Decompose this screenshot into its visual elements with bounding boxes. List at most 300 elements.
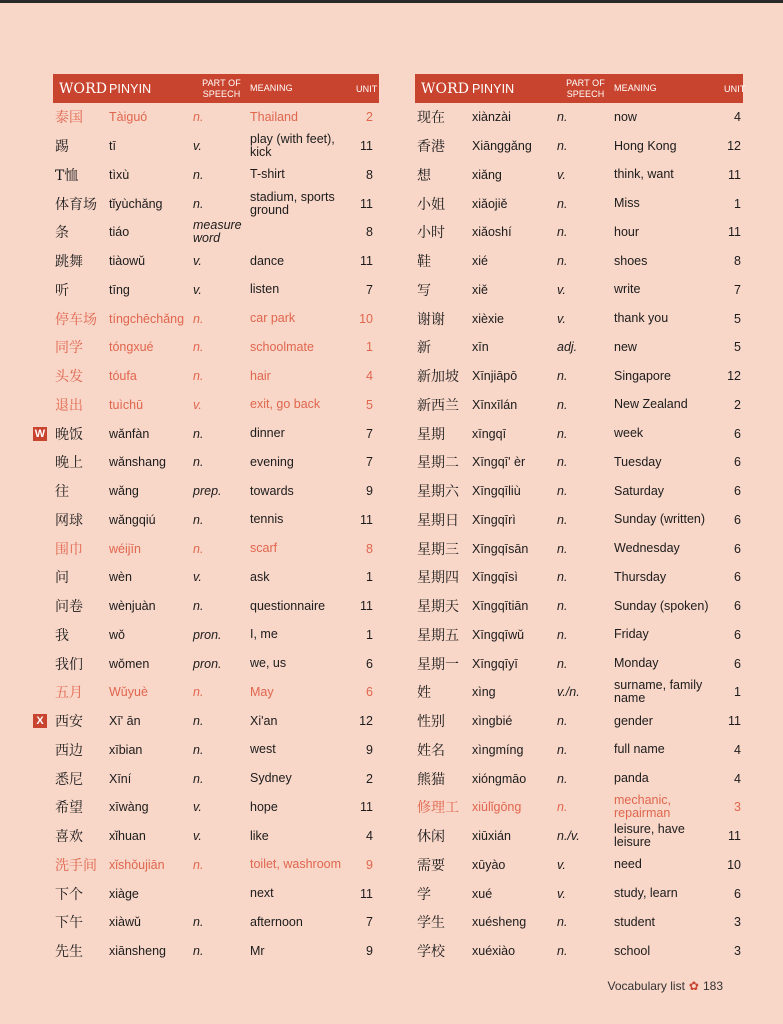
cell-meaning: full name	[614, 742, 665, 757]
cell-pinyin: tíngchēchǎng	[109, 311, 185, 326]
table-row	[53, 161, 379, 190]
cell-meaning: listen	[250, 282, 280, 297]
cell-meaning: questionnaire	[250, 598, 326, 613]
cell-pinyin: xiànzài	[472, 110, 511, 125]
table-row	[53, 247, 379, 276]
cell-meaning: study, learn	[614, 886, 678, 901]
cell-pinyin: tiáo	[109, 225, 130, 240]
cell-meaning: gender	[614, 713, 653, 728]
cell-pinyin: tóngxué	[109, 340, 154, 355]
cell-unit: 6	[734, 570, 741, 585]
cell-part-of-speech: n.	[557, 484, 568, 499]
table-row	[415, 764, 743, 793]
cell-word: 踢	[55, 139, 69, 156]
cell-word: 星期天	[417, 599, 459, 616]
cell-unit: 11	[360, 139, 373, 154]
cell-unit: 3	[734, 800, 741, 815]
cell-word: 往	[55, 484, 69, 501]
cell-pinyin: xiǎng	[472, 167, 502, 182]
cell-pinyin: wǒmen	[109, 656, 150, 671]
cell-pinyin: Xī' ān	[109, 714, 141, 729]
cell-unit: 7	[366, 282, 373, 297]
cell-unit: 6	[734, 426, 741, 441]
cell-meaning: play (with feet), kick	[250, 132, 335, 160]
cell-unit: 11	[360, 196, 373, 211]
cell-part-of-speech: n.	[557, 369, 568, 384]
table-row	[415, 621, 743, 650]
cell-pinyin: Xīngqīliù	[472, 484, 521, 499]
cell-part-of-speech: n.	[193, 426, 204, 441]
cell-part-of-speech: n.	[193, 369, 204, 384]
cell-part-of-speech: v.	[193, 282, 202, 297]
cell-part-of-speech: n.	[557, 512, 568, 527]
cell-pinyin: Xīnxīlán	[472, 397, 518, 412]
cell-meaning: hour	[614, 224, 640, 239]
cell-word: 下午	[55, 915, 83, 932]
header-meaning: MEANING	[614, 83, 657, 93]
cell-word: 五月	[55, 685, 83, 702]
cell-meaning: dance	[250, 253, 285, 268]
cell-word	[36, 711, 109, 731]
cell-part-of-speech: n.	[193, 455, 204, 470]
header-pos-line1: PART OF	[202, 77, 241, 88]
cell-part-of-speech: n.	[557, 627, 568, 642]
cell-pinyin: xībian	[109, 742, 143, 757]
table-header	[53, 74, 379, 103]
cell-unit: 11	[728, 225, 741, 240]
table-row	[415, 592, 743, 621]
page-number: 183	[702, 979, 723, 993]
cell-pinyin: xìng	[472, 685, 496, 700]
cell-part-of-speech: n.	[557, 742, 568, 757]
cell-meaning: thank you	[614, 311, 669, 326]
table-row	[53, 592, 379, 621]
cell-word: 星期二	[417, 455, 459, 472]
cell-word: 小姐	[417, 196, 445, 213]
cell-part-of-speech: v.	[193, 397, 202, 412]
cell-unit: 11	[360, 800, 373, 815]
table-row	[415, 161, 743, 190]
cell-meaning: Singapore	[614, 368, 671, 383]
cell-word: 谢谢	[417, 311, 445, 328]
cell-unit: 7	[734, 282, 741, 297]
cell-meaning: schoolmate	[250, 339, 314, 354]
cell-unit: 6	[366, 656, 373, 671]
cell-word: 星期一	[417, 656, 459, 673]
cell-unit: 6	[734, 455, 741, 470]
cell-word: 香港	[417, 139, 445, 156]
table-row	[53, 448, 379, 477]
table-row	[415, 391, 743, 420]
table-row	[53, 132, 379, 161]
cell-part-of-speech: n.	[193, 944, 204, 959]
vocab-table-left	[34, 74, 379, 966]
cell-part-of-speech: n.	[557, 110, 568, 125]
cell-meaning: student	[614, 914, 656, 929]
cell-meaning: evening	[250, 454, 294, 469]
cell-word: T恤	[55, 167, 79, 184]
cell-unit: 6	[734, 656, 741, 671]
cell-part-of-speech: v.	[193, 829, 202, 844]
cell-unit: 6	[734, 599, 741, 614]
cell-part-of-speech: v.	[193, 570, 202, 585]
table-row	[415, 736, 743, 765]
cell-word: 听	[55, 282, 69, 299]
table-row	[53, 621, 379, 650]
cell-pinyin: Xīnjiāpō	[472, 369, 518, 384]
cell-pinyin: Xīngqītiān	[472, 599, 529, 614]
cell-unit: 7	[366, 426, 373, 441]
cell-unit: 6	[734, 484, 741, 499]
table-row	[53, 506, 379, 535]
cell-word: 同学	[55, 340, 83, 357]
cell-part-of-speech: n.	[557, 455, 568, 470]
cell-part-of-speech: n.	[193, 915, 204, 930]
cell-part-of-speech: n.	[193, 685, 204, 700]
cell-word: 现在	[417, 110, 445, 127]
table-row	[415, 333, 743, 362]
cell-unit: 9	[366, 742, 373, 757]
cell-word: 星期	[417, 426, 445, 443]
cell-pinyin: xué	[472, 886, 493, 901]
cell-unit: 9	[366, 857, 373, 872]
cell-part-of-speech: n.	[193, 742, 204, 757]
footer-label: Vocabulary list	[607, 979, 685, 993]
table-header	[415, 74, 746, 103]
cell-meaning: ask	[250, 569, 270, 584]
table-row	[53, 851, 379, 880]
table-row	[415, 822, 743, 851]
cell-unit: 9	[366, 944, 373, 959]
cell-meaning: T-shirt	[250, 167, 285, 182]
table-row	[53, 276, 379, 305]
cell-meaning: May	[250, 684, 274, 699]
cell-word: 泰国	[55, 110, 83, 127]
cell-meaning: Monday	[614, 656, 659, 671]
cell-unit: 1	[734, 196, 741, 211]
cell-part-of-speech: n.	[557, 541, 568, 556]
cell-word: 星期三	[417, 541, 459, 558]
cell-unit: 3	[734, 915, 741, 930]
header-word: WORD	[421, 80, 470, 97]
cell-part-of-speech: n.	[557, 714, 568, 729]
cell-meaning: leisure, have leisure	[614, 822, 685, 850]
cell-meaning: next	[250, 886, 274, 901]
cell-part-of-speech: v.	[557, 167, 566, 182]
cell-unit: 11	[360, 254, 373, 269]
cell-pinyin: Xīngqīsān	[472, 541, 529, 556]
cell-pinyin: wǎnshang	[109, 455, 166, 470]
cell-part-of-speech: v.	[557, 886, 566, 901]
header-unit: UNIT	[724, 83, 746, 94]
cell-part-of-speech: n.	[193, 196, 204, 211]
cell-meaning: west	[250, 742, 276, 757]
cell-pinyin: tuìchū	[109, 397, 144, 412]
cell-part-of-speech: n.	[193, 110, 204, 125]
cell-word: 性别	[417, 714, 445, 731]
cell-unit: 8	[366, 541, 373, 556]
cell-part-of-speech: pron.	[193, 656, 222, 671]
cell-unit: 3	[734, 944, 741, 959]
cell-unit: 1	[366, 627, 373, 642]
table-row	[415, 649, 743, 678]
cell-unit: 8	[366, 225, 373, 240]
cell-pinyin: Tàiguó	[109, 110, 148, 125]
cell-part-of-speech: n.	[557, 225, 568, 240]
cell-meaning: panda	[614, 771, 649, 786]
cell-word-text: 西安	[55, 714, 83, 731]
table-row	[53, 649, 379, 678]
cell-pinyin: xīngqī	[472, 426, 507, 441]
cell-word: 熊猫	[417, 771, 445, 788]
table-row	[53, 477, 379, 506]
table-row	[53, 736, 379, 765]
table-row	[415, 218, 743, 247]
cell-unit: 6	[734, 541, 741, 556]
header-pos-line2: SPEECH	[566, 88, 605, 99]
table-row	[53, 391, 379, 420]
table-row	[53, 563, 379, 592]
cell-unit: 1	[734, 685, 741, 700]
cell-word: 姓名	[417, 742, 445, 759]
cell-word: 新西兰	[417, 397, 459, 414]
table-row	[53, 908, 379, 937]
cell-word: 鞋	[417, 254, 431, 271]
cell-word: 星期六	[417, 484, 459, 501]
cell-part-of-speech: v.	[557, 311, 566, 326]
table-row	[415, 908, 743, 937]
header-pinyin: PINYIN	[109, 81, 152, 96]
cell-meaning: Mr	[250, 943, 265, 958]
cell-meaning: need	[614, 857, 642, 872]
cell-pinyin: xiānsheng	[109, 944, 166, 959]
cell-word: 希望	[55, 800, 83, 817]
cell-meaning: New Zealand	[614, 397, 688, 412]
cell-unit: 6	[734, 627, 741, 642]
cell-part-of-speech: n.	[193, 714, 204, 729]
table-row	[53, 218, 379, 247]
cell-pinyin: tiàowǔ	[109, 254, 146, 269]
cell-part-of-speech: v.	[557, 282, 566, 297]
cell-word: 悉尼	[55, 771, 83, 788]
cell-meaning: scarf	[250, 541, 278, 556]
cell-unit: 12	[727, 139, 741, 154]
cell-meaning: stadium, sports ground	[250, 189, 335, 217]
cell-word: 学校	[417, 944, 445, 961]
cell-pinyin: xuéxiào	[472, 944, 516, 959]
table-row	[415, 534, 743, 563]
cell-word: 需要	[417, 857, 445, 874]
cell-word: 停车场	[55, 311, 97, 328]
cell-unit: 10	[727, 857, 741, 872]
cell-word: 先生	[55, 944, 83, 961]
table-row	[53, 822, 379, 851]
cell-word: 学生	[417, 915, 445, 932]
cell-pinyin: tīng	[109, 282, 130, 297]
cell-pinyin: Xīngqīyī	[472, 656, 518, 671]
table-row	[415, 477, 743, 506]
cell-word-text: 晚饭	[55, 426, 83, 443]
cell-word: 休闲	[417, 829, 445, 846]
cell-pinyin: wǒ	[109, 627, 125, 642]
cell-part-of-speech: n.	[557, 599, 568, 614]
cell-meaning: write	[614, 282, 641, 297]
header-part-of-speech	[193, 78, 250, 100]
cell-word: 网球	[55, 512, 83, 529]
header-pos-line2: SPEECH	[202, 88, 241, 99]
header-part-of-speech	[557, 78, 614, 100]
cell-unit: 4	[734, 771, 741, 786]
cell-unit: 1	[366, 570, 373, 585]
cell-meaning: new	[614, 339, 637, 354]
cell-pinyin: Xīní	[109, 771, 132, 786]
table-row	[53, 304, 379, 333]
header-unit: UNIT	[356, 83, 378, 94]
cell-meaning: tennis	[250, 512, 284, 527]
cell-part-of-speech: n.	[193, 857, 204, 872]
cell-word: 西边	[55, 742, 83, 759]
cell-word: 小时	[417, 225, 445, 242]
cell-part-of-speech: n./v.	[557, 829, 580, 844]
cell-pinyin: xiě	[472, 282, 488, 297]
cell-unit: 4	[366, 369, 373, 384]
table-row	[415, 448, 743, 477]
cell-part-of-speech: n.	[193, 340, 204, 355]
cell-pinyin: xiūxián	[472, 829, 511, 844]
cell-pinyin: xiǎoshí	[472, 225, 512, 240]
header-word: WORD	[59, 80, 108, 97]
cell-meaning: Miss	[614, 196, 640, 211]
cell-pinyin: tìxù	[109, 167, 130, 182]
cell-meaning: mechanic, repairman	[614, 793, 671, 821]
cell-meaning: think, want	[614, 167, 674, 182]
cell-unit: 11	[360, 886, 373, 901]
section-letter-marker: X	[33, 714, 47, 728]
cell-meaning: hair	[250, 368, 271, 383]
cell-meaning: afternoon	[250, 914, 303, 929]
cell-meaning: Hong Kong	[614, 138, 677, 153]
cell-pinyin: Xīngqīwǔ	[472, 627, 525, 642]
table-row	[53, 189, 379, 218]
table-row	[415, 937, 743, 966]
cell-part-of-speech: n.	[557, 915, 568, 930]
table-row	[53, 333, 379, 362]
cell-meaning: Thailand	[250, 109, 298, 124]
cell-word: 星期日	[417, 512, 459, 529]
cell-pinyin: tī	[109, 139, 116, 154]
table-row	[53, 793, 379, 822]
cell-part-of-speech: n.	[193, 599, 204, 614]
cell-pinyin: xiàge	[109, 886, 139, 901]
cell-unit: 2	[734, 397, 741, 412]
cell-meaning: week	[614, 426, 644, 441]
cell-pinyin: xióngmāo	[472, 771, 527, 786]
cell-part-of-speech: adj.	[557, 340, 578, 355]
cell-word: 围巾	[55, 541, 83, 558]
cell-pinyin: wǎnfàn	[109, 426, 150, 441]
table-row	[415, 419, 743, 448]
cell-word: 姓	[417, 685, 431, 702]
cell-unit: 11	[728, 829, 741, 844]
cell-pinyin: xǐshǒujiān	[109, 857, 165, 872]
cell-part-of-speech: pron.	[193, 627, 222, 642]
cell-unit: 7	[366, 455, 373, 470]
cell-word: 新	[417, 340, 431, 357]
table-row	[415, 247, 743, 276]
cell-pinyin: wéijīn	[109, 541, 141, 556]
cell-part-of-speech: n.	[557, 656, 568, 671]
cell-unit: 5	[366, 397, 373, 412]
table-row	[415, 103, 743, 132]
section-letter-marker: W	[34, 427, 46, 440]
table-row	[415, 707, 743, 736]
cell-part-of-speech: n.	[557, 771, 568, 786]
cell-word: 体育场	[55, 196, 97, 213]
cell-meaning: Wednesday	[614, 541, 680, 556]
cell-part-of-speech: n.	[193, 541, 204, 556]
table-row	[34, 419, 379, 448]
cell-pinyin: xìngbié	[472, 714, 513, 729]
cell-word: 晚上	[55, 455, 83, 472]
cell-word: 条	[55, 225, 69, 242]
cell-unit: 8	[366, 167, 373, 182]
cell-word: 写	[417, 282, 431, 299]
cell-word: 星期五	[417, 627, 459, 644]
cell-word: 跳舞	[55, 254, 83, 271]
page-top-edge	[0, 0, 783, 3]
cell-pinyin: Xīngqī' èr	[472, 455, 526, 470]
cell-pinyin: Xīngqīsì	[472, 570, 518, 585]
cell-meaning: towards	[250, 483, 294, 498]
cell-meaning: Saturday	[614, 483, 665, 498]
cell-pinyin: xiǎojiě	[472, 196, 508, 211]
cell-part-of-speech: v.	[193, 254, 202, 269]
header-pinyin: PINYIN	[472, 81, 515, 96]
cell-part-of-speech: n.	[193, 512, 204, 527]
cell-part-of-speech: v.	[193, 800, 202, 815]
cell-part-of-speech: n.	[557, 139, 568, 154]
table-row	[415, 879, 743, 908]
cell-meaning: dinner	[250, 426, 285, 441]
cell-part-of-speech: n.	[557, 944, 568, 959]
table-row	[53, 879, 379, 908]
cell-part-of-speech: n.	[557, 800, 568, 815]
cell-word: 修理工	[417, 800, 459, 817]
cell-part-of-speech: prep.	[193, 484, 222, 499]
cell-pinyin: wǎng	[109, 484, 139, 499]
table-row	[415, 362, 743, 391]
cell-unit: 1	[366, 340, 373, 355]
cell-word	[34, 424, 109, 444]
cell-unit: 6	[366, 685, 373, 700]
cell-unit: 5	[734, 311, 741, 326]
cell-unit: 11	[360, 599, 373, 614]
cell-part-of-speech: n.	[557, 426, 568, 441]
cell-meaning: I, me	[250, 627, 278, 642]
cell-unit: 8	[734, 254, 741, 269]
cell-pinyin: xiūlǐgōng	[472, 800, 522, 815]
table-row	[53, 362, 379, 391]
cell-unit: 2	[366, 110, 373, 125]
cell-word: 退出	[55, 397, 83, 414]
cell-pinyin: xūyào	[472, 857, 506, 872]
cell-part-of-speech: n.	[557, 397, 568, 412]
table-row	[415, 793, 743, 822]
cell-unit: 11	[728, 714, 741, 729]
cell-unit: 4	[366, 829, 373, 844]
cell-part-of-speech: measure word	[193, 218, 242, 246]
cell-word: 洗手间	[55, 857, 97, 874]
